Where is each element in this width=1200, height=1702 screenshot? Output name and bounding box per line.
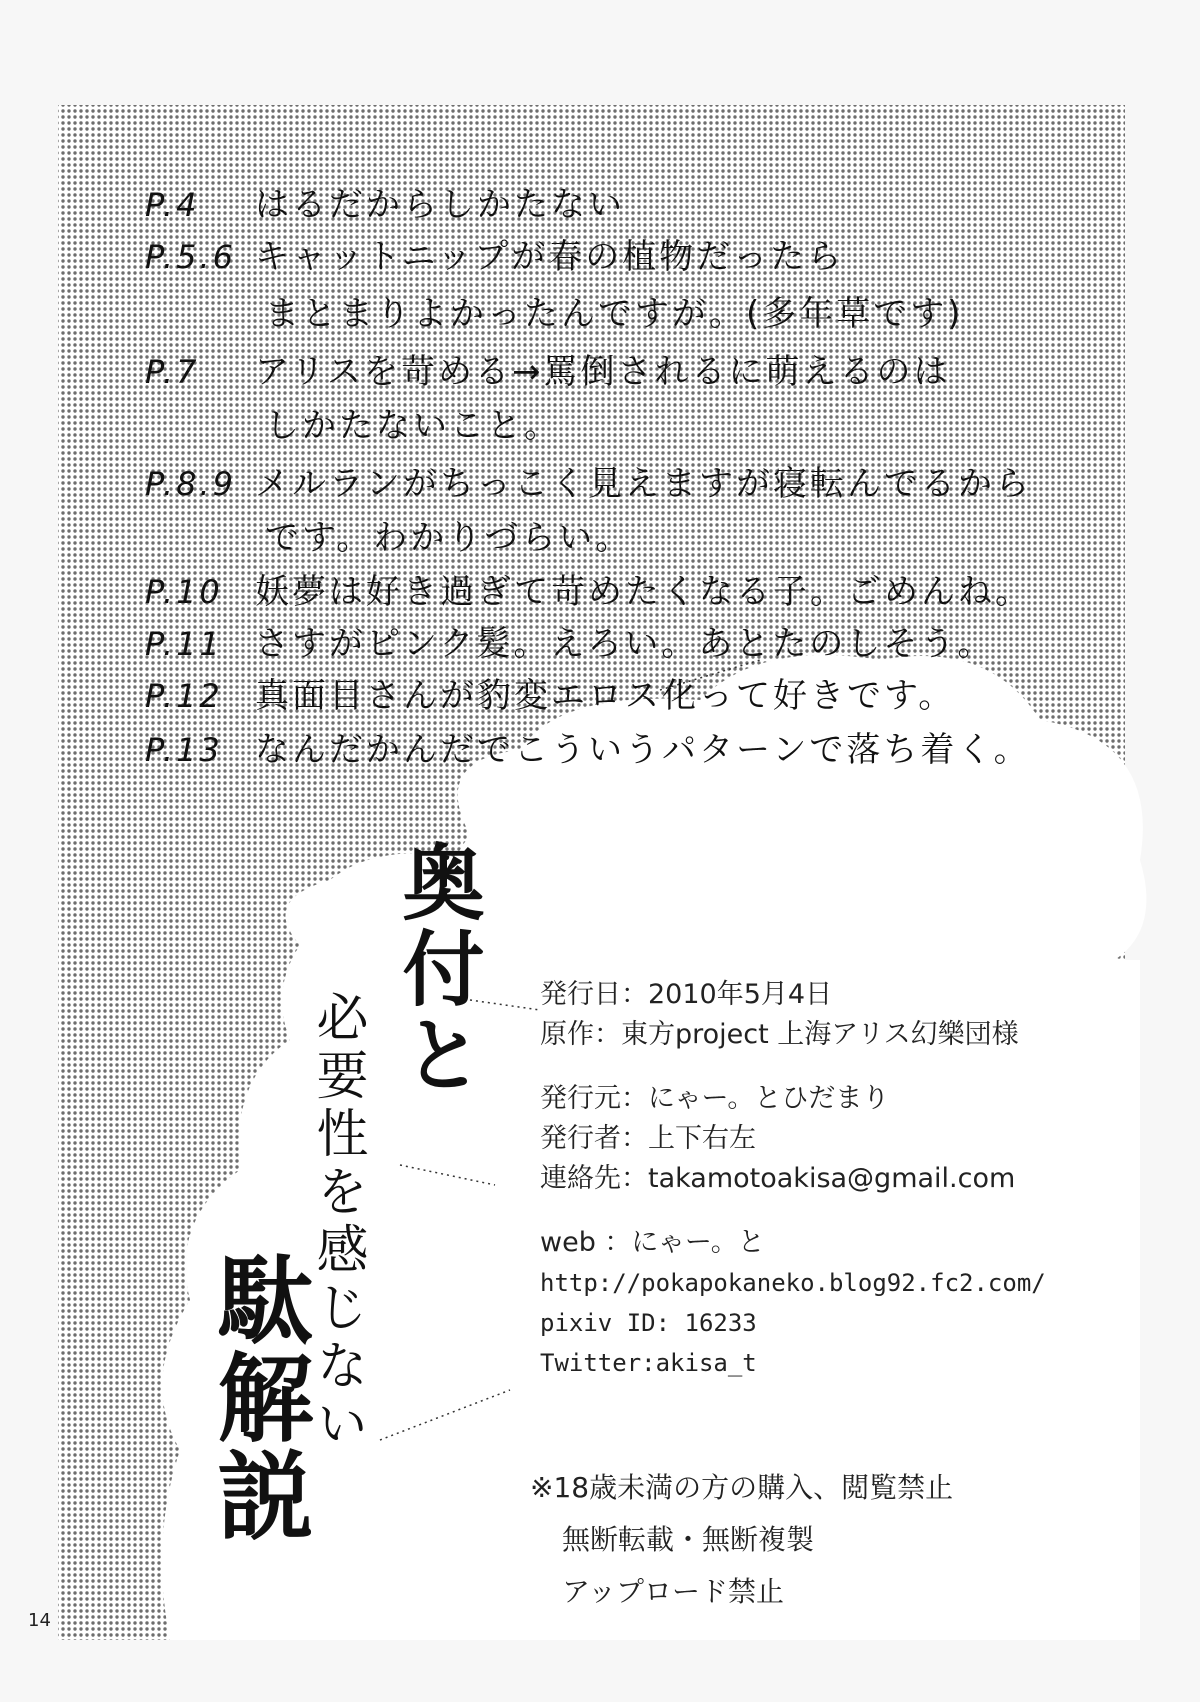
note-row: [145, 462, 1032, 506]
note-continuation: しかたないこと。: [265, 406, 561, 446]
age-warning: ※18歳未満の方の購入、閲覧禁止: [530, 1471, 954, 1504]
note-page-label: P.12: [145, 677, 223, 715]
note-page-label: P.11: [145, 625, 223, 663]
publish-date: 発行日：2010年5月4日: [540, 979, 833, 1010]
note-text: メルランがちっこく見えますが寝転んでるから: [255, 464, 1032, 504]
upload-warning: アップロード禁止: [562, 1575, 785, 1608]
website-name: web ：にゃー。と: [540, 1227, 765, 1258]
note-row: [145, 674, 955, 718]
note-row: [145, 350, 950, 394]
note-row: [145, 235, 844, 279]
note-page-label: P.4: [145, 186, 200, 224]
note-row: [145, 622, 994, 666]
original-work: 原作：東方project 上海アリス幻樂団様: [540, 1019, 1019, 1050]
colophon: [540, 975, 1046, 1383]
note-continuation: です。わかりづらい。: [265, 518, 633, 558]
page-number: 14: [28, 1610, 51, 1631]
author: 発行者：上下右左: [540, 1123, 756, 1154]
title-main-top: 奥付と: [389, 840, 484, 1098]
pixiv-id: pixiv ID: 16233: [540, 1309, 757, 1337]
note-text: キャットニップが春の植物だったら: [255, 237, 845, 277]
note-text: アリスを苛める→罵倒されるに萌えるのは: [255, 352, 951, 392]
copy-warning: 無断転載・無断複製: [562, 1523, 815, 1556]
note-page-label: P.8.9: [145, 465, 236, 503]
title-subtitle: 必要性を感じない: [307, 990, 367, 1454]
note-page-label: P.13: [145, 731, 223, 769]
publisher: 発行元：にゃー。とひだまり: [540, 1083, 890, 1114]
warning-block: [530, 1462, 953, 1618]
note-page-label: P.10: [145, 573, 223, 611]
note-text: なんだかんだでこういうパターンで落ち着く。: [255, 730, 1031, 770]
note-text: さすがピンク髪。えろい。あとたのしそう。: [255, 624, 995, 664]
note-row: [145, 570, 1032, 614]
note-page-label: P.5.6: [145, 238, 236, 276]
note-row: [145, 728, 1031, 772]
twitter-handle: Twitter:akisa_t: [540, 1349, 757, 1377]
note-continuation: まとまりよかったんですが。(多年草です): [265, 294, 964, 334]
note-text: 妖夢は好き過ぎて苛めたくなる子。ごめんね。: [255, 572, 1032, 612]
website-url: http://pokapokaneko.blog92.fc2.com/: [540, 1269, 1046, 1297]
note-row: [145, 183, 625, 227]
note-text: 真面目さんが豹変エロス化って好きです。: [255, 676, 956, 716]
note-page-label: P.7: [145, 353, 200, 391]
note-text: はるだからしかたない: [255, 185, 625, 225]
title-main-bottom: 駄解説: [202, 1250, 314, 1544]
contact-email: 連絡先：takamotoakisa@gmail.com: [540, 1163, 1016, 1194]
